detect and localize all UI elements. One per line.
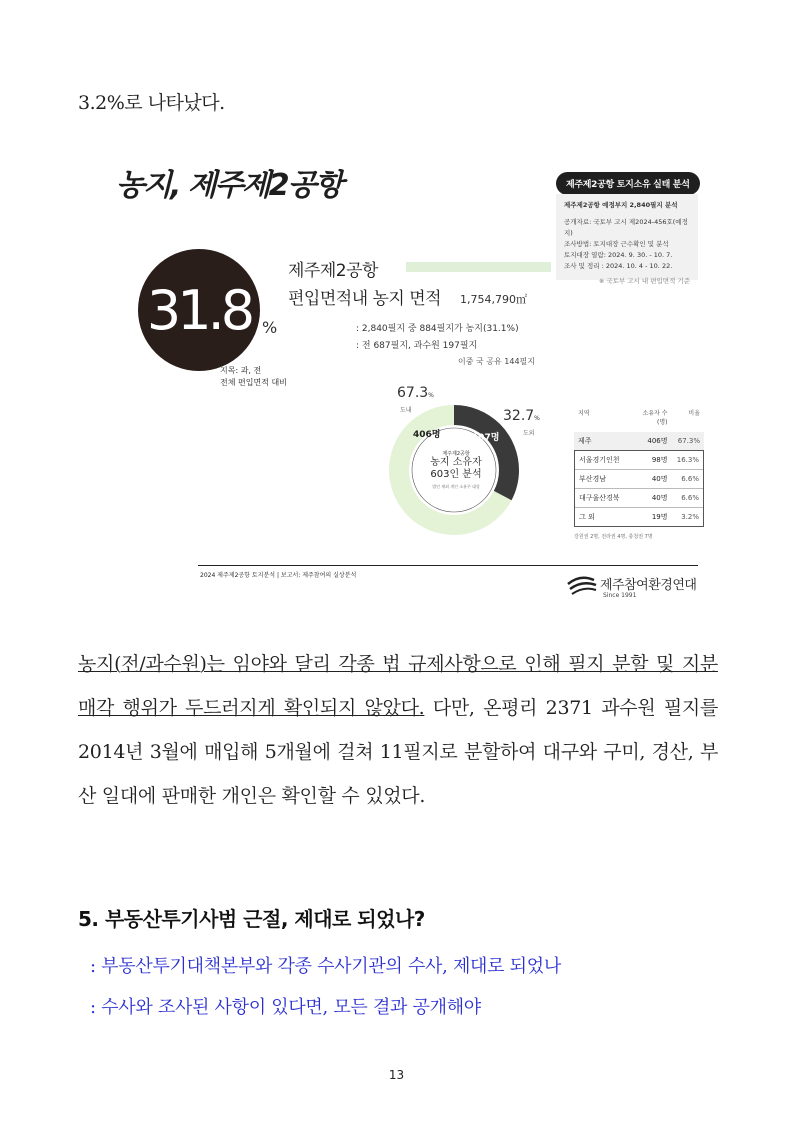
basis-note bbox=[220, 365, 287, 389]
section-bullet: : 수사와 조사된 사항이 있다면, 모든 결과 공개해야 bbox=[90, 997, 481, 1018]
infographic-title: 농지, 제주제2공항 bbox=[116, 168, 342, 203]
headline-percentage-circle bbox=[138, 249, 260, 371]
infographic bbox=[110, 150, 710, 615]
table-row: 대구울산경북 40명 6.6% bbox=[575, 489, 703, 508]
lot-line: : 전 687필지, 과수원 197필지 bbox=[356, 341, 478, 351]
table-box bbox=[574, 450, 704, 527]
organization-name: 제주참여환경연대 bbox=[600, 578, 697, 593]
page-number: 13 bbox=[388, 1068, 405, 1082]
table-row: 서울경기인천 98명 16.3% bbox=[575, 451, 703, 470]
body-paragraph bbox=[78, 642, 718, 818]
lot-note: 이중 국 공유 144필지 bbox=[458, 357, 535, 366]
section-heading: 5. 부동산투기사범 근절, 제대로 되었나? bbox=[78, 907, 425, 931]
donut-center-small: 제주제2공항 bbox=[442, 451, 470, 457]
survey-note: ※ 국토부 고시 내 편입면적 기준 bbox=[598, 277, 690, 285]
basis-line: 지목: 과, 전 bbox=[220, 366, 262, 375]
lot-line: : 2,840필지 중 884필지가 농지(31.1%) bbox=[356, 324, 519, 334]
donut-center-label bbox=[422, 450, 490, 490]
donut-center-line2: 603인 분석 bbox=[430, 469, 482, 480]
local-sub-label: 도내 bbox=[400, 407, 412, 414]
survey-info-box bbox=[556, 194, 698, 285]
footer-divider bbox=[198, 565, 698, 566]
area-label: 편입면적내 농지 면적 bbox=[288, 289, 442, 309]
survey-line: 토지대장 열람: 2024. 9. 30. - 10. 7. bbox=[564, 251, 673, 259]
airport-label: 제주제2공항 bbox=[288, 261, 378, 281]
survey-badge: 제주제2공항 토지소유 실태 분석 bbox=[556, 172, 700, 195]
donut-center-note: 법인 제외 개인 소유주 대상 bbox=[432, 484, 480, 489]
donut-center-line1: 농지 소유자 bbox=[430, 457, 482, 468]
basis-line: 전체 편입면적 대비 bbox=[220, 378, 287, 387]
survey-subtitle: 제주제2공항 예정부지 2,840필지 분석 bbox=[564, 201, 678, 209]
infographic-footer: 2024 제주제2공항 토지분석 | 보고서: 제주참여의 실상분석 bbox=[200, 572, 357, 579]
lead-text: 3.2%로 나타났다. bbox=[78, 92, 225, 114]
table-footnote: 강원권 2명, 전라권 4명, 충청권 7명 bbox=[574, 534, 653, 540]
paragraph-rest: 다만, 온평리 2371 과수원 필지를 2014년 3월에 매입해 5개월에 걸쳐 11필지로 분할하여 대구와 구미, 경산, 부산 일대에 판매한 개인은 확인할 수 있었다. bbox=[78, 697, 718, 807]
survey-line: 조사방법: 토지대장 근수확인 및 분석 bbox=[564, 240, 669, 248]
local-percentage: 67.3% bbox=[397, 385, 434, 401]
table-row: 제주 406명 67.3% bbox=[574, 432, 704, 450]
outside-percentage: 32.7% bbox=[503, 408, 540, 424]
organization-since: Since 1991 bbox=[603, 592, 637, 599]
table-header: 지역 소유자 수(명) 비율 bbox=[578, 410, 700, 426]
underlined-sentence: 농지(전/과수원)는 임야와 달리 각종 법 규제사항으로 인해 필지 분할 및 지분 매각 행위가 두드러지게 확인되지 않았다. bbox=[78, 653, 718, 719]
area-value: 1,754,790㎡ bbox=[460, 293, 527, 306]
outside-count: 197명 bbox=[472, 433, 500, 443]
table-row: 부산경남 40명 6.6% bbox=[575, 470, 703, 489]
local-count: 406명 bbox=[413, 430, 441, 440]
highlight-bar bbox=[406, 262, 551, 272]
table-row: 그 외 19명 3.2% bbox=[579, 513, 699, 521]
percent-sign: % bbox=[262, 318, 278, 337]
section-bullet: : 부동산투기대책본부와 각종 수사기관의 수사, 제대로 되었나 bbox=[90, 956, 561, 977]
survey-line: 조사 및 정리 : 2024. 10. 4 - 10. 22. bbox=[564, 262, 673, 270]
headline-percentage: 31.8 bbox=[146, 278, 252, 342]
outside-sub-label: 도외 bbox=[523, 430, 535, 437]
region-table bbox=[574, 408, 704, 540]
survey-line: 공개자료: 국토부 고시 제2024-456호(예정지) bbox=[564, 218, 688, 237]
